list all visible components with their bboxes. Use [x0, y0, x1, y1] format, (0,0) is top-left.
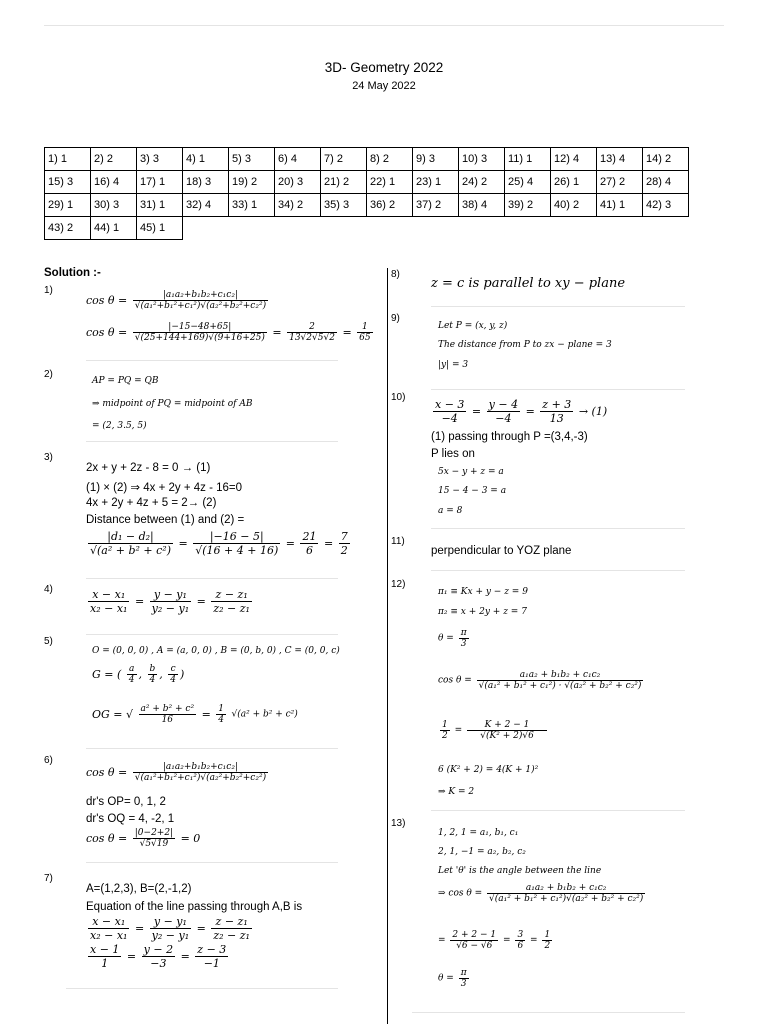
solution-6-formula: [86, 762, 270, 783]
fraction: [542, 930, 552, 951]
fraction: [88, 530, 173, 557]
numerator: 1: [218, 704, 225, 714]
fraction: [467, 720, 547, 741]
fraction: [211, 915, 252, 942]
question-number: 5): [44, 636, 53, 647]
question-number: 1): [44, 285, 53, 296]
fraction: [133, 828, 175, 849]
denominator: −4: [441, 412, 458, 425]
question-number: 10): [391, 392, 406, 403]
denominator: 13√2√5√2: [289, 333, 335, 343]
answer-cell: 16) 4: [91, 171, 137, 194]
denominator: −3: [150, 957, 167, 970]
theta-label: θ =: [438, 973, 454, 984]
solution-9-line: The distance from P to zx − plane = 3: [438, 340, 612, 350]
theta-label: θ =: [438, 633, 454, 644]
denominator: x₂ − x₁: [90, 929, 128, 942]
question-number: 13): [391, 818, 406, 829]
page-title: 3D- Geometry 2022: [324, 60, 444, 75]
question-number: 7): [44, 873, 53, 884]
denominator: y₂ − y₁: [151, 929, 190, 942]
solution-12-cos: [438, 670, 645, 691]
solution-heading: Solution :-: [44, 267, 101, 279]
numerator: y − 2: [143, 943, 174, 956]
numerator: x − x₁: [88, 588, 129, 602]
solution-12-line: π₁ ≡ Kx + y − z = 9: [438, 587, 528, 597]
answer-cell: 17) 1: [137, 171, 183, 194]
solution-1-formula: [86, 290, 270, 311]
question-number: 11): [391, 536, 405, 547]
solution-3-line: (1) × (2) ⇒ 4x + 2y + 4z - 16=0: [86, 482, 243, 494]
solution-3-line: 4x + 2y + 4z + 5 = 2→ (2): [86, 497, 217, 509]
denominator: √6 − √6: [456, 941, 493, 951]
fraction: [193, 530, 280, 557]
solution-12-line: π₂ ≡ x + 2y + z = 7: [438, 607, 527, 617]
cos-label: cos θ =: [86, 294, 128, 307]
divider: [431, 389, 685, 390]
fraction: [477, 670, 644, 691]
solution-6-line: dr's OP= 0, 1, 2: [86, 796, 166, 808]
solution-9-line: |y| = 3: [438, 360, 469, 370]
solution-13-theta: [438, 968, 471, 989]
solution-1-result: cos θ = $\frac{|-15-48+65|}{√(25+144+169)√(9+16+25)}$ = $\frac{2}{13√2√5√2}$ = $\frac{1}{65}$: [86, 322, 371, 343]
fraction: [540, 398, 573, 425]
numerator: c: [168, 664, 178, 675]
fraction: [133, 322, 267, 343]
fraction: [487, 398, 520, 425]
divider: [86, 862, 338, 863]
numerator: a: [127, 664, 137, 675]
divider: [86, 578, 338, 579]
answer-cell: 15) 3: [45, 171, 91, 194]
denominator: √(25+144+169)√(9+16+25): [134, 333, 265, 343]
solution-13-line: Let 'θ' is the angle between the line: [438, 866, 602, 876]
solution-4-line-equation: $\frac{\text{x − x₁}}{\text{x₂ − x₁}}$ = $\frac{\text{y − y₁}}{\text{y₂ − y₁}}$ = $\frac{\text{z − z₁}}{\text{z₂ − z₁}}$: [90, 588, 250, 615]
cos-label: cos θ =: [86, 766, 128, 779]
solution-12-line: 6 (K² + 2) = 4(K + 1)²: [438, 765, 539, 775]
answer-cell: 27) 2: [597, 171, 643, 194]
denominator: 2: [340, 544, 348, 557]
solution-3-line: 2x + y + 2z - 8 = 0 → (1): [86, 462, 211, 474]
answer-cell: 14) 2: [643, 148, 689, 171]
fraction: [487, 883, 645, 904]
question-number: 4): [44, 584, 53, 595]
numerator: |a₁a₂+b₁b₂+c₁c₂|: [133, 290, 268, 301]
numerator: 7: [340, 530, 348, 543]
solution-13-cos: [438, 883, 647, 904]
answer-cell: 37) 2: [413, 194, 459, 217]
numerator: |d₁ − d₂|: [88, 530, 173, 544]
answer-cell: 3) 3: [137, 148, 183, 171]
answer-cell: 1) 1: [45, 148, 91, 171]
denominator: √(a₁² + b₁² + c₁²)√(a₂² + b₂² + c₂²): [489, 894, 644, 904]
denominator: −1: [203, 957, 220, 970]
divider: [86, 441, 338, 442]
cos-label: ⇒ cos θ =: [438, 888, 483, 899]
answer-cell: 9) 3: [413, 148, 459, 171]
numerator: 1: [442, 720, 448, 730]
fraction: [150, 915, 191, 942]
fraction: [515, 930, 525, 951]
solution-10-line-equation: $\frac{x - 3}{-4}$ = $\frac{y - 4}{-4}$ = $\frac{z + 3}{13}$ → (1): [435, 398, 608, 425]
numerator: z − z₁: [211, 588, 252, 602]
answer-cell: 29) 1: [45, 194, 91, 217]
denominator: √(16 + 4 + 16): [195, 544, 279, 557]
denominator: √(a² + b² + c²): [90, 544, 172, 557]
numerator: z − z₁: [211, 915, 252, 929]
denominator: z₂ − z₁: [213, 929, 250, 942]
numerator: 1: [544, 930, 551, 940]
fraction: [142, 943, 175, 970]
numerator: π: [460, 628, 467, 638]
answer-cell: 28) 4: [643, 171, 689, 194]
fraction: [211, 588, 252, 615]
fraction: [287, 322, 337, 343]
og-label: OG = √: [92, 708, 134, 721]
cos-label: cos θ =: [86, 832, 128, 845]
numerator: 2: [287, 322, 337, 333]
divider: [412, 1012, 685, 1013]
solution-12-theta: [438, 628, 471, 649]
fraction: [148, 664, 158, 685]
answer-cell: 8) 2: [367, 148, 413, 171]
question-number: 12): [391, 579, 406, 590]
solution-5-line: O = (0, 0, 0) , A = (a, 0, 0) , B = (0, b, 0) , C = (0, 0, c): [92, 646, 340, 656]
answer-row: [45, 171, 689, 194]
solution-5-og: OG = √ $\frac{\text{a² + b² + c²}}{16}$ = $\frac{1}{4}$ √(a² + b² + c²): [92, 704, 298, 725]
answer-cell: 35) 3: [321, 194, 367, 217]
answer-cell: 40) 2: [551, 194, 597, 217]
numerator: z + 3: [542, 398, 572, 411]
solution-11-line: perpendicular to YOZ plane: [431, 545, 572, 557]
numerator: x − 1: [90, 943, 120, 956]
fraction: [139, 704, 197, 725]
fraction: [88, 588, 129, 615]
denominator: √(K² + 2)√6: [480, 731, 534, 741]
question-number: 9): [391, 313, 400, 324]
answer-row: [45, 217, 689, 240]
numerator: x − x₁: [88, 915, 129, 929]
divider: [431, 528, 685, 529]
answer-cell: 43) 2: [45, 217, 91, 240]
numerator: y − y₁: [150, 915, 191, 929]
answer-cell: 33) 1: [229, 194, 275, 217]
divider: [431, 306, 685, 307]
denominator: 4: [218, 715, 225, 725]
answer-cell: 42) 3: [643, 194, 689, 217]
answer-cell: 41) 1: [597, 194, 643, 217]
answer-cell: 4) 1: [183, 148, 229, 171]
fraction: [133, 762, 268, 783]
solution-6-result: [86, 828, 200, 849]
answer-cell: 13) 4: [597, 148, 643, 171]
numerator: 3: [517, 930, 524, 940]
fraction: [150, 588, 191, 615]
solution-2-line: AP = PQ = QB: [92, 376, 159, 386]
answer-key-table: [44, 147, 689, 240]
question-number: 2): [44, 369, 53, 380]
denominator: 3: [460, 979, 467, 989]
answer-cell: 39) 2: [505, 194, 551, 217]
denominator: √(a₁² + b₁² + c₁²) · √(a₂² + b₂² + c₂²): [478, 681, 642, 691]
answer-cell: 5) 3: [229, 148, 275, 171]
equation-tag: → (1): [578, 405, 608, 418]
answer-cell: 25) 4: [505, 171, 551, 194]
fraction: [195, 943, 228, 970]
numerator: y − 4: [488, 398, 519, 411]
divider: [431, 570, 685, 571]
solution-10-line: 15 − 4 − 3 = a: [438, 486, 507, 496]
answer-cell: 38) 4: [459, 194, 505, 217]
denominator: √(a₁²+b₁²+c₁²)√(a₂²+b₂²+c₂²): [134, 773, 267, 783]
denominator: 4: [149, 675, 156, 685]
solution-7-line: A=(1,2,3), B=(2,-1,2): [86, 883, 192, 895]
denominator: 6: [517, 941, 524, 951]
fraction: [88, 915, 129, 942]
numerator: π: [460, 968, 467, 978]
question-number: 6): [44, 755, 53, 766]
question-number: 3): [44, 452, 53, 463]
answer-cell: 45) 1: [137, 217, 183, 240]
denominator: 2: [544, 941, 551, 951]
solution-10-line: 5x − y + z = a: [438, 467, 504, 477]
answer-row: [45, 194, 689, 217]
fraction: [459, 968, 469, 989]
denominator: √(a₁²+b₁²+c₁²)√(a₂²+b₂²+c₂²): [134, 301, 267, 311]
denominator: 4: [128, 675, 135, 685]
solution-7-general-line: $\frac{\text{x − x₁}}{\text{x₂ − x₁}}$ = $\frac{\text{y − y₁}}{\text{y₂ − y₁}}$ = $\frac{\text{z − z₁}}{\text{z₂ − z₁}}$: [90, 915, 250, 942]
radical: √(a² + b² + c²): [231, 709, 298, 720]
numerator: a² + b² + c²: [140, 704, 195, 714]
solution-2-line: = (2, 3.5, 5): [92, 421, 147, 431]
answer-cell: 7) 2: [321, 148, 367, 171]
denominator: x₂ − x₁: [90, 602, 128, 615]
numerator: |a₁a₂+b₁b₂+c₁c₂|: [133, 762, 268, 773]
top-divider: [44, 25, 724, 26]
answer-cell: 10) 3: [459, 148, 505, 171]
solution-6-line: dr's OQ = 4, -2, 1: [86, 813, 175, 825]
numerator: a₁a₂ + b₁b₂ + c₁c₂: [477, 670, 644, 681]
denominator: 1: [101, 957, 109, 970]
answer-cell: 20) 3: [275, 171, 321, 194]
denominator: 6: [305, 544, 313, 557]
answer-cell: 44) 1: [91, 217, 137, 240]
solution-2-line: ⇒ midpoint of PQ = midpoint of AB: [92, 399, 253, 409]
fraction: [357, 322, 372, 343]
numerator: K + 2 − 1: [467, 720, 547, 731]
fraction: [216, 704, 226, 725]
solution-8-line: z = c is parallel to xy − plane: [431, 276, 626, 291]
fraction: [88, 943, 121, 970]
solution-7-line: Equation of the line passing through A,B is: [86, 901, 303, 913]
numerator: y − y₁: [150, 588, 191, 602]
fraction: [127, 664, 137, 685]
denominator: z₂ − z₁: [213, 602, 250, 615]
answer-cell: 34) 2: [275, 194, 321, 217]
fraction: [433, 398, 466, 425]
solution-12-line: ⇒ K = 2: [438, 787, 475, 797]
result-value: = 0: [180, 832, 201, 845]
solution-9-line: Let P = (x, y, z): [438, 321, 508, 331]
question-number: 8): [391, 269, 400, 280]
answer-cell: 30) 3: [91, 194, 137, 217]
numerator: 21: [302, 530, 317, 543]
numerator: |−16 − 5|: [193, 530, 280, 544]
numerator: a₁a₂ + b₁b₂ + c₁c₂: [487, 883, 645, 894]
divider: [431, 810, 685, 811]
numerator: |0−2+2|: [134, 828, 174, 838]
denominator: √5√19: [139, 839, 169, 849]
column-divider: [387, 268, 388, 1024]
solution-5-centroid: G = ( $\frac{a}{4}$ , $\frac{b}{4}$ , $\frac{c}{4}$ ): [92, 664, 185, 685]
denominator: 3: [460, 639, 467, 649]
answer-cell: 11) 1: [505, 148, 551, 171]
solution-10-line: (1) passing through P =(3,4,-3): [431, 431, 588, 443]
denominator: −4: [495, 412, 512, 425]
solution-12-k: $\frac{1}{2}$ = $\frac{K + 2 - 1}{\text{√(K² + 2)√6}}$: [438, 720, 549, 741]
answer-cell: 31) 1: [137, 194, 183, 217]
solution-3-distance: $\frac{\text{|d₁ − d₂|}}{\text{√(a² + b² + c²)}}$ = $\frac{|-16 - 5|}{√(16 + 4 + 16)}$ = $\frac{21}{6}$ = $\frac{7}{2}$: [90, 530, 348, 557]
solution-10-line: P lies on: [431, 448, 475, 460]
answer-cell: 23) 1: [413, 171, 459, 194]
denominator: 13: [549, 412, 564, 425]
divider: [86, 634, 338, 635]
divider: [66, 988, 338, 989]
fraction: [300, 530, 318, 557]
numerator: z − 3: [197, 943, 227, 956]
answer-cell: 19) 2: [229, 171, 275, 194]
divider: [86, 748, 338, 749]
answer-cell: 22) 1: [367, 171, 413, 194]
denominator: 16: [161, 715, 174, 725]
fraction: [168, 664, 178, 685]
numerator: b: [149, 664, 156, 674]
denominator: 4: [170, 675, 177, 685]
denominator: y₂ − y₁: [151, 602, 190, 615]
denominator: 2: [442, 731, 448, 741]
answer-cell: 21) 2: [321, 171, 367, 194]
numerator: x − 3: [435, 398, 465, 411]
answer-cell: 2) 2: [91, 148, 137, 171]
fraction: [450, 930, 498, 951]
solution-13-value: = $\frac{2 + 2 - 1}{√6 - √6}$ = $\frac{3}{6}$ = $\frac{1}{2}$: [438, 930, 551, 951]
solution-13-line: 2, 1, −1 = a₂, b₂, c₂: [438, 847, 526, 857]
divider: [86, 360, 338, 361]
numerator: 2 + 2 − 1: [452, 930, 497, 940]
numerator: |−15−48+65|: [133, 322, 267, 333]
answer-cell: 18) 3: [183, 171, 229, 194]
answer-cell: 12) 4: [551, 148, 597, 171]
cos-label: cos θ =: [86, 326, 128, 339]
solution-3-line: Distance between (1) and (2) =: [86, 514, 245, 526]
page-date: 24 May 2022: [352, 80, 416, 92]
numerator: 1: [357, 322, 372, 333]
denominator: 65: [359, 333, 371, 343]
solution-13-line: 1, 2, 1 = a₁, b₁, c₁: [438, 828, 519, 838]
answer-row: [45, 148, 689, 171]
answer-cell: 32) 4: [183, 194, 229, 217]
answer-cell: 24) 2: [459, 171, 505, 194]
answer-cell: 26) 1: [551, 171, 597, 194]
answer-cell: 6) 4: [275, 148, 321, 171]
fraction: [459, 628, 469, 649]
centroid-label: G = (: [92, 668, 122, 681]
fraction: [133, 290, 268, 311]
fraction: [440, 720, 450, 741]
solution-7-specific-line: $\frac{x - 1}{1}$ = $\frac{y - 2}{-3}$ = $\frac{z - 3}{-1}$: [90, 943, 227, 970]
answer-cell: 36) 2: [367, 194, 413, 217]
solution-10-line: a = 8: [438, 506, 463, 516]
fraction: [339, 530, 350, 557]
cos-label: cos θ =: [438, 675, 472, 686]
